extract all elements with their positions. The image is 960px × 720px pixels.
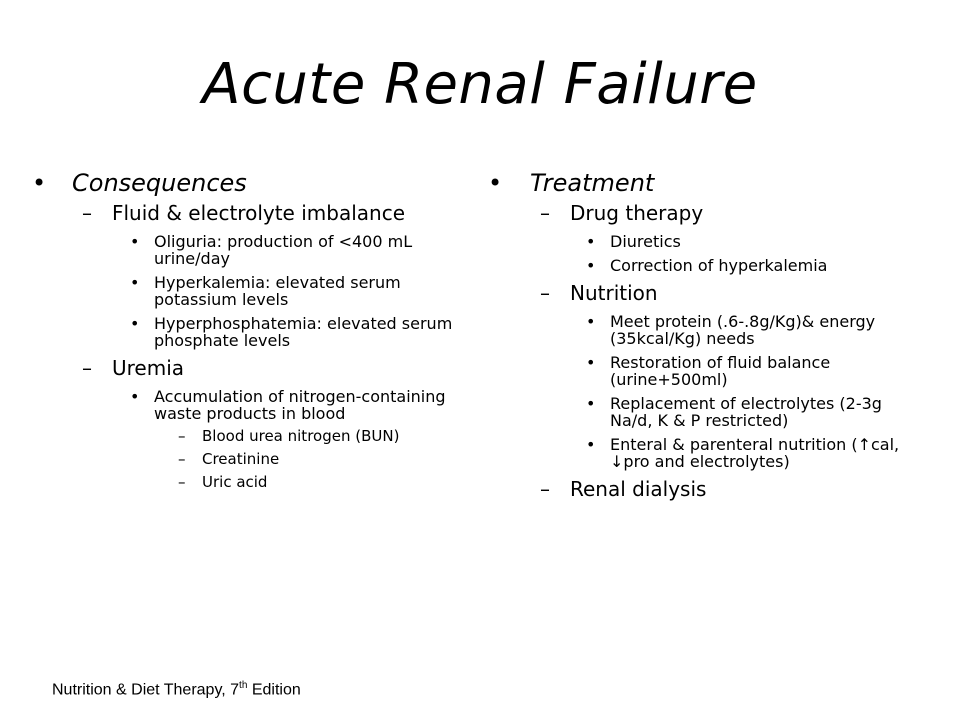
- list-item: • Replacement of electrolytes (2-3g Na/d, K & P restricted): [586, 394, 882, 430]
- list-item: • Meet protein (.6-.8g/Kg)& energy (35kcal/Kg) needs: [586, 312, 876, 348]
- consequences-column: [32, 168, 472, 491]
- treatment-heading: • Treatment: [488, 169, 655, 197]
- list-item: • Hyperkalemia: elevated serum potassium levels: [130, 273, 401, 309]
- bullet-icon: •: [488, 169, 503, 197]
- group-label: – Drug therapy: [540, 201, 704, 225]
- bullet-icon: •: [32, 169, 47, 197]
- dash-icon: –: [178, 427, 186, 445]
- group-label: – Renal dialysis: [540, 477, 707, 501]
- bullet-icon: •: [586, 256, 596, 275]
- group-label: – Nutrition: [540, 281, 658, 305]
- sub-list-item: – Creatinine: [178, 450, 280, 468]
- dash-icon: –: [178, 450, 186, 468]
- dash-icon: –: [178, 473, 186, 491]
- dash-icon: –: [82, 356, 92, 380]
- footer-citation: Nutrition & Diet Therapy, 7th Edition: [52, 680, 301, 699]
- list-item: • Restoration of fluid balance (urine+500ml): [586, 353, 831, 389]
- list-item: • Hyperphosphatemia: elevated serum phosphate levels: [130, 314, 453, 350]
- bullet-icon: •: [586, 312, 596, 331]
- treatment-column: [488, 168, 918, 502]
- dash-icon: –: [540, 201, 550, 225]
- dash-icon: –: [82, 201, 92, 225]
- slide-title: Acute Renal Failure: [202, 52, 758, 117]
- list-item: • Correction of hyperkalemia: [586, 256, 828, 275]
- bullet-icon: •: [130, 273, 140, 292]
- sub-list-item: – Blood urea nitrogen (BUN): [178, 427, 400, 445]
- bullet-icon: •: [130, 232, 140, 251]
- group-label: – Uremia: [82, 356, 185, 380]
- bullet-icon: •: [586, 394, 596, 413]
- list-item: • Enteral & parenteral nutrition (↑cal, ↓pro and electrolytes): [586, 435, 900, 471]
- dash-icon: –: [540, 477, 550, 501]
- bullet-icon: •: [586, 232, 596, 251]
- list-item: • Accumulation of nitrogen-containing waste products in blood: [130, 387, 446, 423]
- bullet-icon: •: [130, 387, 140, 406]
- consequences-heading: • Consequences: [32, 169, 247, 197]
- group-label: – Fluid & electrolyte imbalance: [82, 201, 405, 225]
- sub-list-item: – Uric acid: [178, 473, 268, 491]
- bullet-icon: •: [130, 314, 140, 333]
- bullet-icon: •: [586, 435, 596, 454]
- list-item: • Oliguria: production of <400 mL urine/day: [130, 232, 413, 268]
- bullet-icon: •: [586, 353, 596, 372]
- dash-icon: –: [540, 281, 550, 305]
- list-item: • Diuretics: [586, 232, 681, 251]
